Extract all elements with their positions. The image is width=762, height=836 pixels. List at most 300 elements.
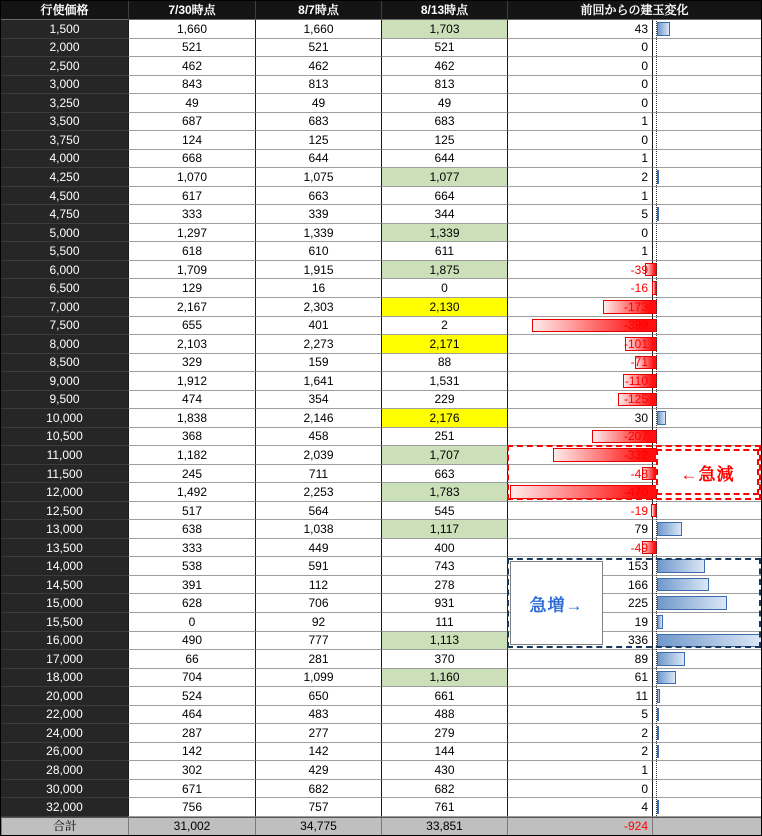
increase-note-label: 急増→ (529, 595, 584, 615)
change-cell[interactable]: -71 (507, 354, 652, 373)
change-bar-cell[interactable] (652, 780, 761, 799)
change-bar-cell[interactable] (652, 39, 761, 58)
value-0730-cell[interactable]: 66 (128, 650, 255, 669)
value-0813-cell[interactable]: 2,176 (381, 409, 507, 428)
change-cell[interactable]: 225 (507, 594, 652, 613)
change-cell[interactable]: 1 (507, 187, 652, 206)
value-0813-cell[interactable]: 370 (381, 650, 507, 669)
change-cell[interactable]: 2 (507, 168, 652, 187)
value-0813-cell[interactable]: 611 (381, 242, 507, 261)
header-change[interactable]: 前回からの建玉変化 (507, 1, 761, 20)
value-0730-cell[interactable]: 655 (128, 317, 255, 336)
change-cell[interactable]: 4 (507, 798, 652, 817)
value-0730-cell[interactable]: 49 (128, 94, 255, 113)
value-0807-cell[interactable]: 1,339 (255, 224, 381, 243)
change-cell[interactable]: -399 (507, 317, 652, 336)
change-cell[interactable]: -207 (507, 428, 652, 447)
value-0813-cell[interactable]: 931 (381, 594, 507, 613)
value-0813-cell[interactable]: 521 (381, 39, 507, 58)
change-bar-cell[interactable] (652, 409, 761, 428)
value-0730-cell[interactable]: 1,070 (128, 168, 255, 187)
value-0807-cell[interactable]: 1,038 (255, 520, 381, 539)
value-0813-cell[interactable]: 278 (381, 576, 507, 595)
change-cell[interactable]: 43 (507, 20, 652, 39)
header-0807[interactable]: 8/7時点 (255, 1, 381, 20)
total-0813-cell[interactable]: 33,851 (381, 817, 507, 835)
value-0807-cell[interactable]: 1,099 (255, 669, 381, 688)
value-0807-cell[interactable]: 483 (255, 706, 381, 725)
change-bar-cell[interactable] (652, 57, 761, 76)
change-bar-cell[interactable] (652, 113, 761, 132)
strike-cell[interactable]: 13,000 (1, 520, 128, 539)
value-0807-cell[interactable]: 462 (255, 57, 381, 76)
change-cell[interactable]: 0 (507, 57, 652, 76)
value-0813-cell[interactable]: 1,113 (381, 632, 507, 651)
value-0813-cell[interactable]: 144 (381, 743, 507, 762)
strike-cell[interactable]: 16,000 (1, 632, 128, 651)
value-0807-cell[interactable]: 591 (255, 557, 381, 576)
value-0730-cell[interactable]: 617 (128, 187, 255, 206)
value-0730-cell[interactable]: 538 (128, 557, 255, 576)
value-0730-cell[interactable]: 1,182 (128, 446, 255, 465)
change-bar-cell[interactable] (652, 205, 761, 224)
value-0730-cell[interactable]: 756 (128, 798, 255, 817)
value-0807-cell[interactable]: 159 (255, 354, 381, 373)
positive-change-bar (657, 800, 659, 814)
zero-axis-dotted-line (656, 21, 657, 818)
change-bar-cell[interactable] (652, 224, 761, 243)
table-row (1, 798, 761, 817)
value-0730-cell[interactable]: 474 (128, 391, 255, 410)
change-cell[interactable]: 89 (507, 650, 652, 669)
value-0813-cell[interactable]: 661 (381, 687, 507, 706)
strike-cell[interactable]: 4,000 (1, 150, 128, 169)
value-0730-cell[interactable]: 2,167 (128, 298, 255, 317)
change-cell[interactable]: 0 (507, 94, 652, 113)
total-0730-cell[interactable]: 31,002 (128, 817, 255, 835)
strike-cell[interactable]: 8,000 (1, 335, 128, 354)
value-0813-cell[interactable]: 1,783 (381, 483, 507, 502)
strike-cell[interactable]: 2,500 (1, 57, 128, 76)
value-0807-cell[interactable]: 650 (255, 687, 381, 706)
table-row (1, 317, 761, 336)
value-0807-cell[interactable]: 564 (255, 502, 381, 521)
value-0813-cell[interactable]: 682 (381, 780, 507, 799)
strike-cell[interactable]: 13,500 (1, 539, 128, 558)
value-0730-cell[interactable]: 368 (128, 428, 255, 447)
value-0813-cell[interactable]: 462 (381, 57, 507, 76)
value-0813-cell[interactable]: 1,117 (381, 520, 507, 539)
positive-change-bar (657, 689, 660, 703)
positive-change-bar (657, 578, 709, 592)
value-0730-cell[interactable]: 124 (128, 131, 255, 150)
value-0730-cell[interactable]: 1,709 (128, 261, 255, 280)
value-0813-cell[interactable]: 88 (381, 354, 507, 373)
value-0813-cell[interactable]: 430 (381, 761, 507, 780)
change-bar-cell[interactable] (652, 428, 761, 447)
change-cell[interactable]: 61 (507, 669, 652, 688)
value-0730-cell[interactable]: 0 (128, 613, 255, 632)
change-bar-cell[interactable] (652, 354, 761, 373)
value-0730-cell[interactable]: 704 (128, 669, 255, 688)
positive-change-bar (657, 615, 663, 629)
change-bar-cell[interactable] (652, 502, 761, 521)
value-0807-cell[interactable]: 449 (255, 539, 381, 558)
value-0813-cell[interactable]: 2,171 (381, 335, 507, 354)
value-0730-cell[interactable]: 1,838 (128, 409, 255, 428)
value-0813-cell[interactable]: 400 (381, 539, 507, 558)
value-0807-cell[interactable]: 16 (255, 279, 381, 298)
strike-cell[interactable]: 5,000 (1, 224, 128, 243)
strike-cell[interactable]: 4,750 (1, 205, 128, 224)
strike-cell[interactable]: 10,000 (1, 409, 128, 428)
value-0813-cell[interactable]: 664 (381, 187, 507, 206)
table-row (1, 76, 761, 95)
strike-cell[interactable]: 11,500 (1, 465, 128, 484)
value-0730-cell[interactable]: 687 (128, 113, 255, 132)
value-0730-cell[interactable]: 521 (128, 39, 255, 58)
value-0813-cell[interactable]: 251 (381, 428, 507, 447)
value-0730-cell[interactable]: 490 (128, 632, 255, 651)
value-0730-cell[interactable]: 671 (128, 780, 255, 799)
change-bar-cell[interactable] (652, 335, 761, 354)
value-0807-cell[interactable]: 2,039 (255, 446, 381, 465)
strike-cell[interactable]: 4,500 (1, 187, 128, 206)
change-cell[interactable]: -470 (507, 483, 652, 502)
increase-note-box (510, 561, 603, 645)
value-0730-cell[interactable]: 668 (128, 150, 255, 169)
header-0730[interactable]: 7/30時点 (128, 1, 255, 20)
header-0813[interactable]: 8/13時点 (381, 1, 507, 20)
change-cell[interactable]: 2 (507, 743, 652, 762)
value-0807-cell[interactable]: 1,915 (255, 261, 381, 280)
value-0730-cell[interactable]: 391 (128, 576, 255, 595)
change-cell[interactable]: 0 (507, 76, 652, 95)
change-bar-cell[interactable] (652, 187, 761, 206)
value-0807-cell[interactable]: 682 (255, 780, 381, 799)
value-0813-cell[interactable]: 229 (381, 391, 507, 410)
value-0730-cell[interactable]: 1,297 (128, 224, 255, 243)
strike-cell[interactable]: 7,000 (1, 298, 128, 317)
positive-change-bar (657, 671, 676, 685)
change-cell[interactable]: 19 (507, 613, 652, 632)
strike-cell[interactable]: 7,500 (1, 317, 128, 336)
change-cell[interactable]: -332 (507, 446, 652, 465)
value-0730-cell[interactable]: 618 (128, 242, 255, 261)
table-row (1, 335, 761, 354)
value-0813-cell[interactable]: 488 (381, 706, 507, 725)
change-cell[interactable]: 166 (507, 576, 652, 595)
change-cell[interactable]: 0 (507, 780, 652, 799)
change-cell[interactable]: -48 (507, 465, 652, 484)
table-row (1, 168, 761, 187)
change-cell[interactable]: -125 (507, 391, 652, 410)
value-0807-cell[interactable]: 339 (255, 205, 381, 224)
table-row (1, 743, 761, 762)
table-row (1, 372, 761, 391)
value-0730-cell[interactable]: 638 (128, 520, 255, 539)
change-cell[interactable]: 0 (507, 39, 652, 58)
value-0730-cell[interactable]: 628 (128, 594, 255, 613)
value-0813-cell[interactable]: 0 (381, 279, 507, 298)
table-row (1, 354, 761, 373)
value-0807-cell[interactable]: 683 (255, 113, 381, 132)
change-bar-cell[interactable] (652, 131, 761, 150)
value-0807-cell[interactable]: 706 (255, 594, 381, 613)
strike-cell[interactable]: 24,000 (1, 724, 128, 743)
change-bar-cell[interactable] (652, 76, 761, 95)
value-0813-cell[interactable]: 1,707 (381, 446, 507, 465)
strike-cell[interactable]: 4,250 (1, 168, 128, 187)
table-row (1, 594, 761, 613)
change-bar-cell[interactable] (652, 94, 761, 113)
table-row (1, 780, 761, 799)
change-cell[interactable]: 1 (507, 761, 652, 780)
table-row (1, 94, 761, 113)
value-0813-cell[interactable]: 1,077 (381, 168, 507, 187)
change-bar-cell[interactable] (652, 279, 761, 298)
total-row (1, 817, 761, 835)
table-row (1, 576, 761, 595)
total-0807-cell[interactable]: 34,775 (255, 817, 381, 835)
table-row (1, 113, 761, 132)
change-bar-cell[interactable] (652, 372, 761, 391)
strike-cell[interactable]: 32,000 (1, 798, 128, 817)
strike-cell[interactable]: 14,500 (1, 576, 128, 595)
strike-cell[interactable]: 3,750 (1, 131, 128, 150)
value-0807-cell[interactable]: 711 (255, 465, 381, 484)
change-bar-cell[interactable] (652, 317, 761, 336)
value-0807-cell[interactable]: 2,303 (255, 298, 381, 317)
change-cell[interactable]: 5 (507, 205, 652, 224)
change-bar-cell[interactable] (652, 743, 761, 762)
strike-cell[interactable]: 3,500 (1, 113, 128, 132)
change-cell[interactable]: -39 (507, 261, 652, 280)
change-cell[interactable]: -16 (507, 279, 652, 298)
change-bar-cell[interactable] (652, 391, 761, 410)
value-0807-cell[interactable]: 277 (255, 724, 381, 743)
change-cell[interactable]: -101 (507, 335, 652, 354)
value-0813-cell[interactable]: 1,160 (381, 669, 507, 688)
change-cell[interactable]: 5 (507, 706, 652, 725)
change-cell[interactable]: -173 (507, 298, 652, 317)
change-bar-cell[interactable] (652, 724, 761, 743)
change-cell[interactable]: 11 (507, 687, 652, 706)
value-0807-cell[interactable]: 142 (255, 743, 381, 762)
value-0813-cell[interactable]: 344 (381, 205, 507, 224)
strike-cell[interactable]: 12,500 (1, 502, 128, 521)
value-0730-cell[interactable]: 843 (128, 76, 255, 95)
strike-cell[interactable]: 6,000 (1, 261, 128, 280)
table-row (1, 57, 761, 76)
change-bar-cell[interactable] (652, 687, 761, 706)
strike-cell[interactable]: 1,500 (1, 20, 128, 39)
change-cell[interactable]: 153 (507, 557, 652, 576)
change-cell[interactable]: 0 (507, 224, 652, 243)
value-0807-cell[interactable]: 663 (255, 187, 381, 206)
header-row (1, 1, 761, 20)
value-0807-cell[interactable]: 521 (255, 39, 381, 58)
strike-cell[interactable]: 3,250 (1, 94, 128, 113)
change-cell[interactable]: -19 (507, 502, 652, 521)
strike-cell[interactable]: 2,000 (1, 39, 128, 58)
value-0730-cell[interactable]: 333 (128, 539, 255, 558)
value-0813-cell[interactable]: 279 (381, 724, 507, 743)
value-0730-cell[interactable]: 333 (128, 205, 255, 224)
change-cell[interactable]: 336 (507, 632, 652, 651)
positive-change-bar (657, 652, 685, 666)
value-0807-cell[interactable]: 2,253 (255, 483, 381, 502)
change-cell[interactable]: 2 (507, 724, 652, 743)
value-0807-cell[interactable]: 429 (255, 761, 381, 780)
positive-change-bar (657, 596, 727, 610)
value-0730-cell[interactable]: 464 (128, 706, 255, 725)
positive-change-bar (657, 559, 705, 573)
table-row (1, 298, 761, 317)
value-0730-cell[interactable]: 462 (128, 57, 255, 76)
value-0813-cell[interactable]: 1,531 (381, 372, 507, 391)
strike-cell[interactable]: 9,500 (1, 391, 128, 410)
decrease-note-label: ←急減 (680, 464, 735, 484)
value-0813-cell[interactable]: 1,703 (381, 20, 507, 39)
table-row (1, 224, 761, 243)
value-0730-cell[interactable]: 517 (128, 502, 255, 521)
value-0730-cell[interactable]: 129 (128, 279, 255, 298)
value-0807-cell[interactable]: 1,660 (255, 20, 381, 39)
change-bar-cell[interactable] (652, 798, 761, 817)
value-0813-cell[interactable]: 743 (381, 557, 507, 576)
strike-cell[interactable]: 15,500 (1, 613, 128, 632)
value-0807-cell[interactable]: 354 (255, 391, 381, 410)
change-cell[interactable]: 79 (507, 520, 652, 539)
strike-cell[interactable]: 20,000 (1, 687, 128, 706)
strike-cell[interactable]: 18,000 (1, 669, 128, 688)
strike-cell[interactable]: 6,500 (1, 279, 128, 298)
value-0807-cell[interactable]: 1,075 (255, 168, 381, 187)
change-bar-cell[interactable] (652, 761, 761, 780)
change-cell[interactable]: -49 (507, 539, 652, 558)
value-0730-cell[interactable]: 329 (128, 354, 255, 373)
change-bar-cell[interactable] (652, 539, 761, 558)
strike-cell[interactable]: 9,000 (1, 372, 128, 391)
decrease-note-box (656, 449, 759, 495)
strike-cell[interactable]: 30,000 (1, 780, 128, 799)
change-bar-cell[interactable] (652, 298, 761, 317)
value-0730-cell[interactable]: 302 (128, 761, 255, 780)
value-0730-cell[interactable]: 142 (128, 743, 255, 762)
positive-change-bar (657, 745, 659, 759)
change-bar-cell[interactable] (652, 613, 761, 632)
value-0813-cell[interactable]: 2,130 (381, 298, 507, 317)
strike-cell[interactable]: 3,000 (1, 76, 128, 95)
value-0807-cell[interactable]: 49 (255, 94, 381, 113)
value-0807-cell[interactable]: 1,641 (255, 372, 381, 391)
change-bar-cell[interactable] (652, 168, 761, 187)
value-0813-cell[interactable]: 813 (381, 76, 507, 95)
strike-cell[interactable]: 5,500 (1, 242, 128, 261)
value-0807-cell[interactable]: 644 (255, 150, 381, 169)
value-0730-cell[interactable]: 1,492 (128, 483, 255, 502)
strike-cell[interactable]: 22,000 (1, 706, 128, 725)
change-cell[interactable]: 30 (507, 409, 652, 428)
total-label-cell[interactable]: 合計 (1, 817, 128, 835)
change-bar-cell[interactable] (652, 150, 761, 169)
change-bar-cell[interactable] (652, 242, 761, 261)
table-row (1, 650, 761, 669)
strike-cell[interactable]: 10,500 (1, 428, 128, 447)
strike-cell[interactable]: 11,000 (1, 446, 128, 465)
value-0730-cell[interactable]: 524 (128, 687, 255, 706)
strike-cell[interactable]: 14,000 (1, 557, 128, 576)
value-0807-cell[interactable]: 2,146 (255, 409, 381, 428)
value-0807-cell[interactable]: 777 (255, 632, 381, 651)
value-0813-cell[interactable]: 125 (381, 131, 507, 150)
value-0813-cell[interactable]: 644 (381, 150, 507, 169)
value-0813-cell[interactable]: 1,875 (381, 261, 507, 280)
table-row (1, 446, 761, 465)
change-cell[interactable]: 1 (507, 113, 652, 132)
value-0807-cell[interactable]: 2,273 (255, 335, 381, 354)
table-row (1, 706, 761, 725)
value-0813-cell[interactable]: 663 (381, 465, 507, 484)
table-row (1, 520, 761, 539)
change-cell[interactable]: 0 (507, 131, 652, 150)
value-0807-cell[interactable]: 92 (255, 613, 381, 632)
table-row (1, 20, 761, 39)
positive-change-bar (657, 708, 659, 722)
table-row (1, 205, 761, 224)
value-0807-cell[interactable]: 813 (255, 76, 381, 95)
change-cell[interactable]: 1 (507, 242, 652, 261)
value-0813-cell[interactable]: 545 (381, 502, 507, 521)
change-cell[interactable]: -110 (507, 372, 652, 391)
positive-change-bar (657, 411, 666, 425)
strike-cell[interactable]: 28,000 (1, 761, 128, 780)
value-0807-cell[interactable]: 125 (255, 131, 381, 150)
table-row (1, 39, 761, 58)
total-change-cell[interactable]: -924 (507, 817, 652, 835)
value-0730-cell[interactable]: 2,103 (128, 335, 255, 354)
header-strike[interactable]: 行使価格 (1, 1, 128, 20)
value-0730-cell[interactable]: 287 (128, 724, 255, 743)
value-0807-cell[interactable]: 610 (255, 242, 381, 261)
value-0807-cell[interactable]: 458 (255, 428, 381, 447)
value-0730-cell[interactable]: 1,912 (128, 372, 255, 391)
value-0813-cell[interactable]: 111 (381, 613, 507, 632)
strike-cell[interactable]: 15,000 (1, 594, 128, 613)
value-0813-cell[interactable]: 49 (381, 94, 507, 113)
table-row (1, 131, 761, 150)
value-0813-cell[interactable]: 1,339 (381, 224, 507, 243)
strike-cell[interactable]: 17,000 (1, 650, 128, 669)
value-0730-cell[interactable]: 245 (128, 465, 255, 484)
value-0813-cell[interactable]: 2 (381, 317, 507, 336)
change-bar-cell[interactable] (652, 261, 761, 280)
table-row (1, 483, 761, 502)
strike-cell[interactable]: 26,000 (1, 743, 128, 762)
value-0813-cell[interactable]: 683 (381, 113, 507, 132)
value-0730-cell[interactable]: 1,660 (128, 20, 255, 39)
change-cell[interactable]: 1 (507, 150, 652, 169)
value-0807-cell[interactable]: 112 (255, 576, 381, 595)
value-0807-cell[interactable]: 281 (255, 650, 381, 669)
value-0807-cell[interactable]: 401 (255, 317, 381, 336)
value-0807-cell[interactable]: 757 (255, 798, 381, 817)
strike-cell[interactable]: 12,000 (1, 483, 128, 502)
strike-cell[interactable]: 8,500 (1, 354, 128, 373)
value-0813-cell[interactable]: 761 (381, 798, 507, 817)
change-bar-cell[interactable] (652, 706, 761, 725)
